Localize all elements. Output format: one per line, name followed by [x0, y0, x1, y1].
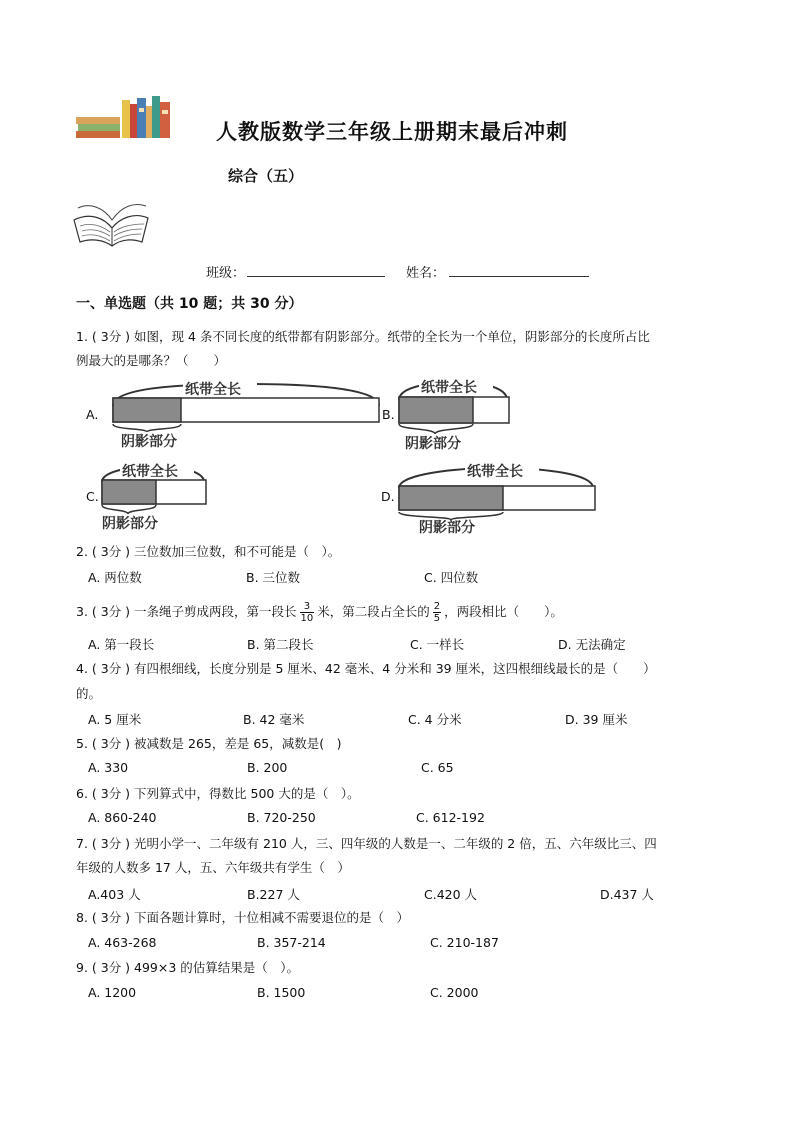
question-9-option-a[interactable]: A. 1200 — [88, 985, 137, 1000]
question-1-text-line-2: 例最大的是哪条？（ ） — [76, 353, 227, 368]
question-7-option-d[interactable]: D.437 人 — [600, 887, 654, 902]
question-3-pre: 3. ( 3分 ) 一条绳子剪成两段，第一段长 — [76, 604, 297, 619]
question-5-option-c[interactable]: C. 65 — [421, 760, 454, 775]
page-title: 人教版数学三年级上册期末最后冲刺 — [216, 119, 568, 144]
question-2-option-c[interactable]: C. 四位数 — [424, 570, 479, 585]
question-1-option-d[interactable]: D. — [381, 489, 395, 504]
question-1-option-a[interactable]: A. — [86, 407, 99, 422]
question-8-option-c[interactable]: C. 210-187 — [430, 935, 499, 950]
question-7-option-c[interactable]: C.420 人 — [424, 887, 478, 902]
class-field[interactable] — [247, 276, 385, 277]
question-9-text: 9. ( 3分 ) 499×3 的估算结果是（ ）。 — [76, 960, 300, 975]
question-3-option-a[interactable]: A. 第一段长 — [88, 637, 155, 652]
strip-c-shaded-label: 阴影部分 — [102, 516, 158, 532]
page-subtitle: 综合（五） — [228, 167, 304, 185]
question-4-option-d[interactable]: D. 39 厘米 — [565, 712, 628, 727]
question-1-option-b[interactable]: B. — [382, 407, 395, 422]
question-1-text-line-1: 1. ( 3分 ) 如图，现 4 条不同长度的纸带都有阴影部分。纸带的全长为一个单位，阴影部分的长度所占比 — [76, 329, 650, 344]
question-7-text-line-1: 7. ( 3分 ) 光明小学一、二年级有 210 人，三、四年级的人数是一、二年级的 2 倍，五、六年级比三、四 — [76, 836, 657, 851]
question-3-option-d[interactable]: D. 无法确定 — [558, 637, 626, 652]
question-4-option-a[interactable]: A. 5 厘米 — [88, 712, 142, 727]
question-6-text: 6. ( 3分 ) 下列算式中，得数比 500 大的是（ ）。 — [76, 786, 360, 801]
question-7-text-line-2: 年级的人数多 17 人，五、六年级共有学生（ ） — [76, 860, 350, 875]
section-heading: 一、单选题（共 10 题；共 30 分） — [76, 296, 303, 312]
strip-c-full-label: 纸带全长 — [122, 464, 178, 480]
fraction-2-5 — [433, 601, 441, 624]
name-label: 姓名： — [406, 266, 446, 281]
question-4-option-b[interactable]: B. 42 毫米 — [243, 712, 305, 727]
question-5-option-a[interactable]: A. 330 — [88, 760, 129, 775]
question-8-option-b[interactable]: B. 357-214 — [257, 935, 326, 950]
strip-b-full-label: 纸带全长 — [421, 380, 477, 396]
question-8-option-a[interactable]: A. 463-268 — [88, 935, 157, 950]
question-2-text: 2. ( 3分 ) 三位数加三位数，和不可能是（ ）。 — [76, 544, 341, 559]
question-6-option-a[interactable]: A. 860-240 — [88, 810, 157, 825]
question-4-text-line-1: 4. ( 3分 ) 有四根细线，长度分别是 5 厘米、42 毫米、4 分米和 39 厘米，这四根细线最长的是（ ） — [76, 661, 656, 676]
question-8-text: 8. ( 3分 ) 下面各题计算时，十位相减不需要退位的是（ ） — [76, 910, 410, 925]
question-9-option-c[interactable]: C. 2000 — [430, 985, 479, 1000]
question-5-text: 5. ( 3分 ) 被减数是 265，差是 65，减数是( ) — [76, 736, 342, 751]
strip-b-figure — [395, 378, 515, 452]
question-5-option-b[interactable]: B. 200 — [247, 760, 288, 775]
books-icon — [76, 94, 176, 142]
open-book-icon — [70, 198, 152, 250]
question-3-post: ，两段相比（ ）。 — [444, 604, 563, 619]
question-2-option-a[interactable]: A. 两位数 — [88, 570, 142, 585]
strip-c-figure — [98, 462, 214, 534]
question-3-text — [76, 598, 563, 626]
strip-a-full-label: 纸带全长 — [185, 382, 241, 398]
question-3-option-c[interactable]: C. 一样长 — [410, 637, 465, 652]
question-6-option-c[interactable]: C. 612-192 — [416, 810, 485, 825]
question-7-option-b[interactable]: B.227 人 — [247, 887, 300, 902]
question-3-option-b[interactable]: B. 第二段长 — [247, 637, 314, 652]
question-3-mid: 米，第二段占全长的 — [317, 604, 430, 619]
question-2-option-b[interactable]: B. 三位数 — [246, 570, 301, 585]
strip-a-shaded-label: 阴影部分 — [121, 434, 177, 450]
class-label: 班级： — [206, 266, 246, 281]
strip-b-shaded-label: 阴影部分 — [405, 436, 461, 452]
fraction-3-10 — [300, 601, 315, 624]
question-4-text-line-2: 的。 — [76, 686, 102, 701]
question-7-option-a[interactable]: A.403 人 — [88, 887, 141, 902]
fraction-numerator: 3 — [300, 601, 315, 613]
strip-d-figure — [395, 462, 605, 536]
question-1-option-c[interactable]: C. — [86, 489, 99, 504]
strip-d-full-label: 纸带全长 — [467, 464, 523, 480]
question-9-option-b[interactable]: B. 1500 — [257, 985, 306, 1000]
fraction-denominator: 5 — [433, 613, 441, 624]
fraction-numerator: 2 — [433, 601, 441, 612]
name-field[interactable] — [449, 276, 589, 277]
question-6-option-b[interactable]: B. 720-250 — [247, 810, 316, 825]
question-4-option-c[interactable]: C. 4 分米 — [408, 712, 462, 727]
strip-a-figure — [105, 380, 395, 452]
fraction-denominator: 10 — [300, 613, 314, 624]
strip-d-shaded-label: 阴影部分 — [419, 520, 475, 536]
